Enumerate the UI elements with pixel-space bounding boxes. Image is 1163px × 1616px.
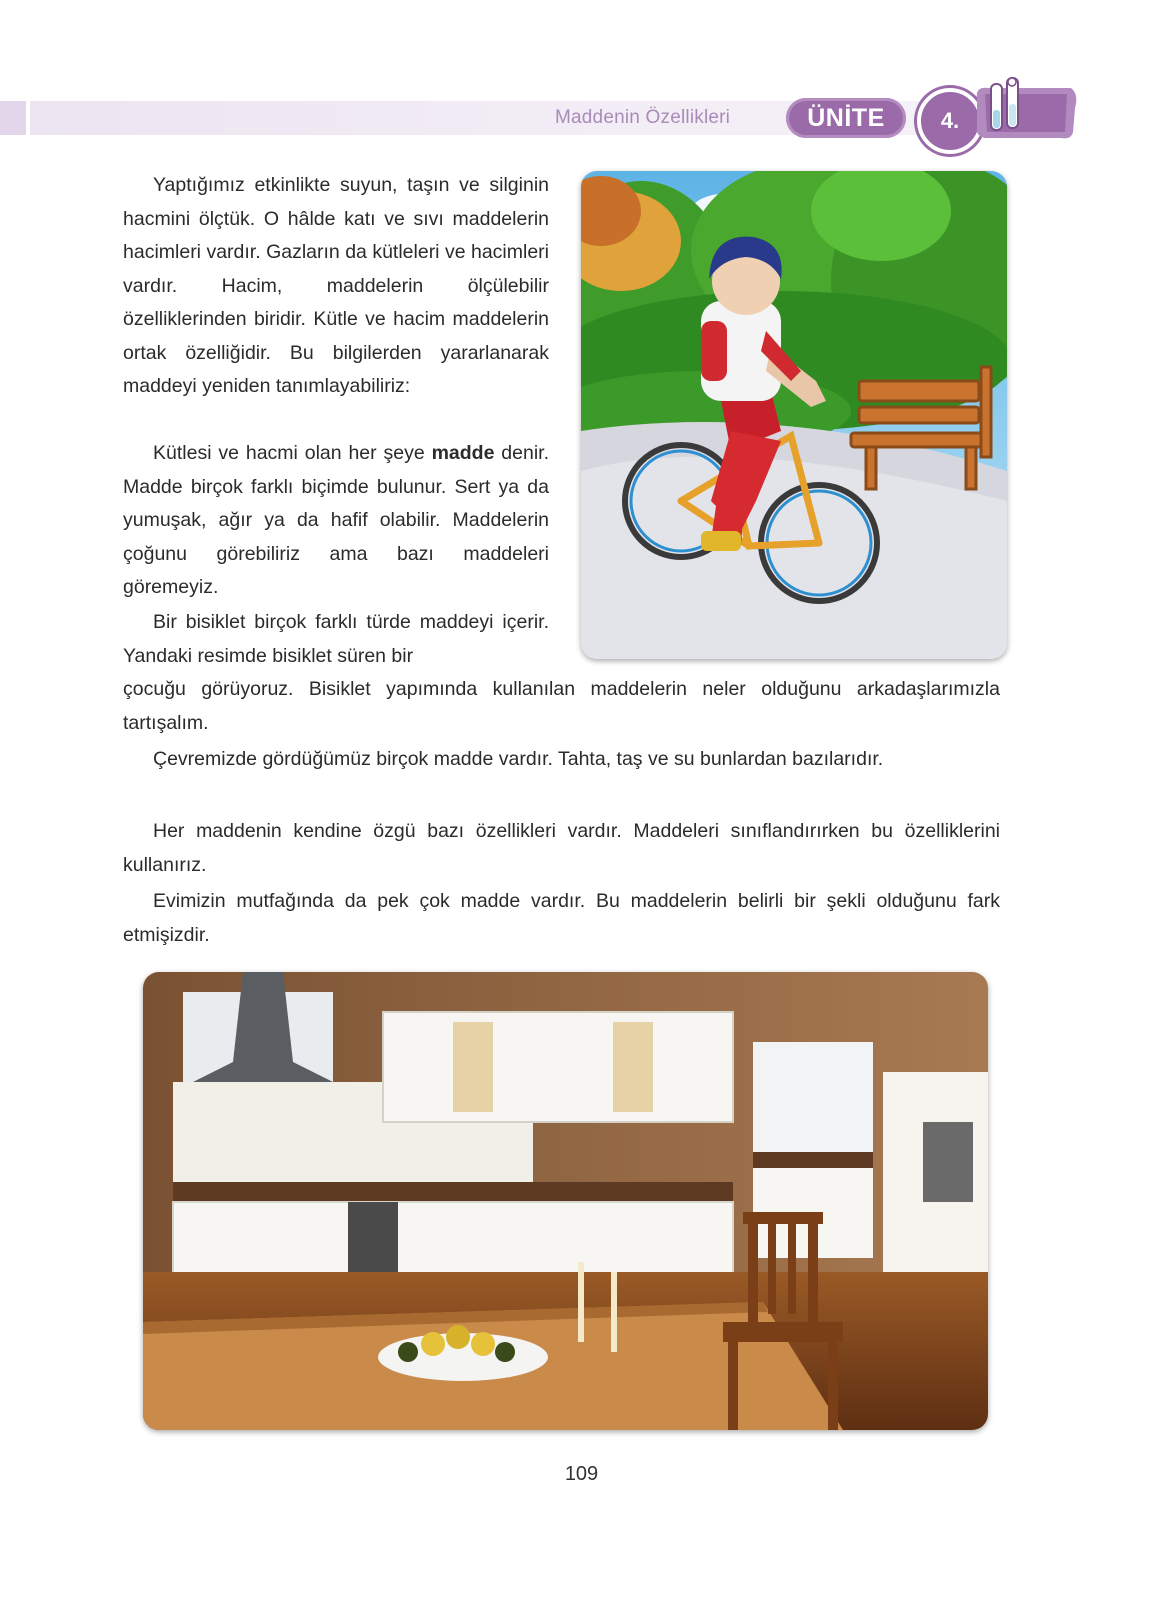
kitchen-image: [143, 972, 988, 1430]
madde-term: madde: [431, 442, 495, 464]
paragraph-environment: Çevremizde gördüğümüz birçok madde vardır. Tahta, taş ve su bunlardan bazılarıdır.: [153, 748, 884, 770]
paragraph-madde-definition: [123, 437, 549, 605]
madde-definition-start: Kütlesi ve hacmi olan her şeye: [153, 442, 432, 464]
test-tubes-icon: [975, 74, 1079, 144]
bicycle-child-image: [581, 171, 1007, 659]
paragraph-kitchen: Evimizin mutfağında da pek çok madde vardır. Bu maddelerin belirli bir şekli olduğunu fark etmişizdir.: [123, 890, 1000, 946]
unit-label-badge: ÜNİTE: [786, 98, 906, 138]
unit-number-badge: 4.: [917, 88, 983, 154]
page-number: 109: [564, 1463, 599, 1485]
paragraph-bicycle-bottom: çocuğu görüyoruz. Bisiklet yapımında kullanılan maddelerin neler olduğunu arkadaşlarımızla tartışalım.: [123, 678, 1000, 734]
paragraph-volume: Yaptığımız etkinlikte suyun, taşın ve silginin hacmini ölçtük. O hâlde katı ve sıvı maddelerin hacimleri vardır. Gazların da kütleleri ve hacimleri vardır. Hacim, maddelerin ölçülebilir özelliklerinden biridir. Kütle ve hacim maddelerin ortak özelliğidir. Bu bilgilerden yararlanarak maddeyi yeniden tanımlayabiliriz:: [123, 174, 549, 397]
paragraph-properties: Her maddenin kendine özgü bazı özellikleri vardır. Maddeleri sınıflandırırken bu özelliklerini kullanırız.: [123, 820, 1000, 876]
madde-definition-end: denir. Madde birçok farklı biçimde bulunur. Sert ya da yumuşak, ağır ya da hafif olabilir. Maddelerin çoğunu görebiliriz ama bazı maddeleri göremeyiz.: [123, 442, 550, 598]
section-title: Maddenin Özellikleri: [555, 107, 731, 128]
header-notch: [0, 101, 30, 135]
paragraph-bicycle-top: Bir bisiklet birçok farklı türde maddeyi içerir. Yandaki resimde bisiklet süren bir: [123, 611, 549, 667]
